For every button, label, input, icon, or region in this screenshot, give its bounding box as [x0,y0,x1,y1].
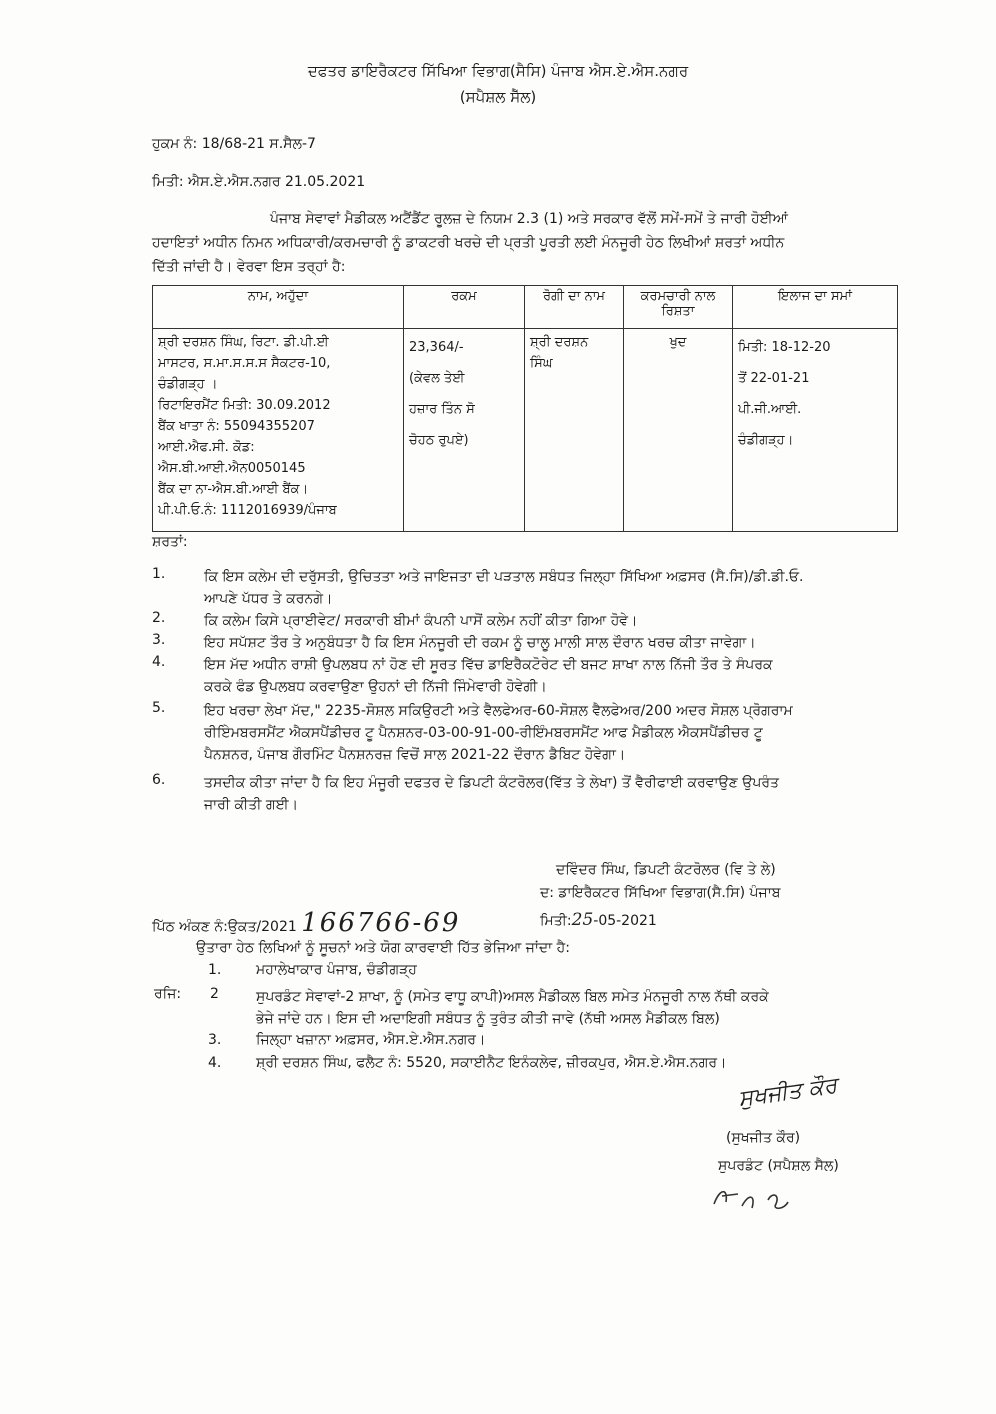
cell-patient [525,329,624,532]
cell-relation [624,329,733,532]
condition-line: ਇਸ ਮੱਦ ਅਧੀਨ ਰਾਸ਼ੀ ਉਪਲਬਧ ਨਾਂ ਹੋਣ ਦੀ ਸੂਰਤ ਵਿੱਚ ਡਾਇਰੈਕਟੋਰੇਟ ਦੀ ਬਜਟ ਸ਼ਾਖਾ ਨਾਲ ਨਿੱਜੀ ਤੌਰ ਤੇ ਸੰਪਰਕ [204,657,773,673]
registered-label: ਰਜਿ: [154,986,182,1002]
cell-line: ਚੋਹਠ ਰੁਪਏ) [409,433,469,448]
recipient-line: ਸੁਪਰਡੰਟ ਸੇਵਾਵਾਂ-2 ਸ਼ਾਖਾ, ਨੂੰ (ਸਮੇਤ ਵਾਧੂ ਕਾਪੀ)ਅਸਲ ਮੈਡੀਕਲ ਬਿਲ ਸਮੇਤ ਮੰਨਜੂਰੀ ਨਾਲ ਨੱਥੀ ਕਰਕੇ [256,989,769,1005]
cell-line: ਸ਼੍ਰੀ ਦਰਸ਼ਨ ਸਿੰਘ, ਰਿਟਾ. ਡੀ.ਪੀ.ਈ [158,335,329,350]
recipient-number: 1. [208,962,222,978]
condition-number: 2. [152,610,166,626]
handwritten-signature: ਸੁਖਜੀਤ ਕੌਰ [736,1073,839,1112]
endorsement-line [152,908,460,938]
col-header-name: ਨਾਮ, ਅਹੁੱਦਾ [153,286,404,329]
signatory-office: ਦ: ਡਾਇਰੈਕਟਰ ਸਿੱਖਿਆ ਵਿਭਾਗ(ਸੈ.ਸਿ) ਪੰਜਾਬ [540,885,781,901]
cell-line: ਚੰਡੀਗੜ੍ਹ। [738,433,794,448]
col-header-amount: ਰਕਮ [404,286,525,329]
recipient-number: 3. [208,1032,222,1048]
date-label: ਮਿਤੀ: [540,913,572,929]
date-rest: -05-2021 [593,913,657,929]
condition-line: ਰੀਏਿਮਬਰਸਮੈਂਟ ਐਕਸਪੈਂਡੀਚਰ ਟੂ ਪੈਨਸ਼ਨਰ-03-00-91-00-ਰੀਇੰਮਬਰਸਮੈਂਟ ਆਫ ਮੈਡੀਕਲ ਐਕਸਪੈਂਡੀਚਰ ਟੂ [204,725,763,741]
cell-line: (ਕੇਵਲ ਤੇਈ [409,371,465,386]
recipient-line: ਮਹਾਲੇਖਾਕਾਰ ਪੰਜਾਬ, ਚੰਡੀਗੜ੍ਹ [256,962,417,978]
cell-line: ਪੀ.ਜੀ.ਆਈ. [738,402,802,417]
cell-line: ਪੀ.ਪੀ.ਓ.ਨੰ: 1112016939/ਪੰਜਾਬ [158,503,337,518]
condition-number: 5. [152,700,166,716]
col-header-relation: ਕਰਮਚਾਰੀ ਨਾਲ ਰਿਸ਼ਤਾ [624,286,733,329]
endorsement-label: ਪਿੱਠ ਅੰਕਣ ਨੰ:ਉਕਤ/2021 [152,919,297,935]
office-subheader: (ਸਪੈਸ਼ਲ ਸੈੱਲ) [459,88,537,106]
signatory-name: ਦਵਿੰਦਰ ਸਿੰਘ, ਡਿਪਟੀ ਕੰਟਰੋਲਰ (ਵਿ ਤੇ ਲੇ) [556,862,776,878]
cell-line: ਐਸ.ਬੀ.ਆਈ.ਐਨ0050145 [158,461,306,476]
office-header: ਦਫਤਰ ਡਾਇਰੈਕਟਰ ਸਿੱਖਿਆ ਵਿਭਾਗ(ਸੈਸਿ) ਪੰਜਾਬ ਐਸ.ਏ.ਐਸ.ਨਗਰ [307,62,689,80]
cell-line: ਆਈ.ਐਫ.ਸੀ. ਕੋਡ: [158,440,255,455]
intro-line: ਪੰਜਾਬ ਸੇਵਾਵਾਂ ਮੈਡੀਕਲ ਅਟੈਂਡੈਂਟ ਰੂਲਜ਼ ਦੇ ਨਿਯਮ 2.3 (1) ਅਤੇ ਸਰਕਾਰ ਵੱਲੋਂ ਸਮੇਂ-ਸਮੇਂ ਤੇ ਜਾਰੀ ਹੋਈਆਂ [270,211,788,227]
condition-line: ਤਸਦੀਕ ਕੀਤਾ ਜਾਂਦਾ ਹੈ ਕਿ ਇਹ ਮੰਜੂਰੀ ਦਫਤਰ ਦੇ ਡਿਪਟੀ ਕੰਟਰੋਲਰ(ਵਿੱਤ ਤੇ ਲੇਖਾ) ਤੋਂ ਵੈਰੀਫਾਈ ਕਰਵਾਉਣ ਉਪਰੰਤ [204,775,780,791]
cell-line: ਚੰਡੀਗੜ੍ਹ । [158,377,218,392]
recipient-number: 2 [210,986,219,1002]
officer-designation: ਸੁਪਰਡੰਟ (ਸਪੈਸ਼ਲ ਸੈਲ) [718,1158,839,1174]
condition-line: ਜਾਰੀ ਕੀਤੀ ਗਈ। [204,797,299,813]
table-header-row [153,286,898,329]
col-header-patient: ਰੋਗੀ ਦਾ ਨਾਮ [525,286,624,329]
recipient-line: ਸ਼੍ਰੀ ਦਰਸ਼ਨ ਸਿੰਘ, ਫਲੈਟ ਨੰ: 5520, ਸਕਾਈਨੈਟ ਇਨੰਕਲੇਵ, ਜ਼ੀਰਕਪੁਰ, ਐਸ.ਏ.ਐਸ.ਨਗਰ। [256,1055,727,1071]
cell-line: ਸ਼੍ਰੀ ਦਰਸ਼ਨ [530,335,589,350]
condition-line: ਕਿ ਇਸ ਕਲੇਮ ਦੀ ਦਰੁੱਸਤੀ, ਉਚਿਤਤਾ ਅਤੇ ਜਾਇਜਤਾ ਦੀ ਪੜਤਾਲ ਸਬੰਧਤ ਜਿਲ੍ਹਾ ਸਿੱਖਿਆ ਅਫ਼ਸਰ (ਸੈ.ਸਿ)/ਡੀ.ਡੀ.ਓ. [204,569,804,585]
cell-line: ਮਾਸਟਰ, ਸ.ਮਾ.ਸ.ਸ.ਸ ਸੈਕਟਰ-10, [158,356,331,371]
cell-line: ਤੋਂ 22-01-21 [738,371,810,386]
cell-line: ਸਿੰਘ [530,356,553,371]
cell-line: ਖੁਦ [669,335,687,350]
recipient-item [256,986,769,1030]
order-number: ਹੁਕਮ ਨੰ: 18/68-21 ਸ.ਸੈਲ-7 [152,136,316,152]
condition-line: ਇਹ ਖਰਚਾ ਲੇਖਾ ਮੱਦ," 2235-ਸੋਸ਼ਲ ਸਕਿਉਰਟੀ ਅਤੇ ਵੈਲਫੇਅਰ-60-ਸੋਸ਼ਲ ਵੈਲਫੇਅਰ/200 ਅਦਰ ਸੋਸ਼ਲ ਪ੍ਰੋਗਰਾਮ [204,703,793,719]
condition-number: 1. [152,566,166,582]
cell-line: ਬੈਂਕ ਖਾਤਾ ਨੰ: 55094355207 [158,419,315,434]
intro-line: ਦਿੱਤੀ ਜਾਂਦੀ ਹੈ। ਵੇਰਵਾ ਇਸ ਤਰ੍ਹਾਂ ਹੈ: [152,259,346,275]
condition-line: ਕਿ ਕਲੇਮ ਕਿਸੇ ਪ੍ਰਾਈਵੇਟ/ ਸਰਕਾਰੀ ਬੀਮਾਂ ਕੰਪਨੀ ਪਾਸੋਂ ਕਲੇਮ ਨਹੀਂ ਕੀਤਾ ਗਿਆ ਹੋਵੇ। [204,613,638,629]
condition-line: ਕਰਕੇ ਫੰਡ ਉਪਲਬਧ ਕਰਵਾਉਣਾ ਉਹਨਾਂ ਦੀ ਨਿੱਜੀ ਜਿੰਮੇਵਾਰੀ ਹੋਵੇਗੀ। [204,679,547,695]
date-handwritten: 25 [571,910,594,930]
intro-line: ਹਦਾਇਤਾਂ ਅਧੀਨ ਨਿਮਨ ਅਧਿਕਾਰੀ/ਕਰਮਚਾਰੀ ਨੂੰ ਡਾਕਟਰੀ ਖਰਚੇ ਦੀ ਪ੍ਰਤੀ ਪੂਰਤੀ ਲਈ ਮੰਨਜੂਰੀ ਹੇਠ ਲਿਖੀਆਂ ਸ਼ਰਤਾਂ ਅਧੀਨ [152,235,785,251]
table-row [153,329,898,532]
col-header-treatment: ਇਲਾਜ ਦਾ ਸਮਾਂ [733,286,898,329]
recipient-line: ਜਿਲ੍ਹਾ ਖਜ਼ਾਨਾ ਅਫ਼ਸਰ, ਐਸ.ਏ.ਐਸ.ਨਗਰ। [256,1032,486,1048]
endorsement-date [540,910,657,930]
cell-line: ਮਿਤੀ: 18-12-20 [738,340,831,355]
recipient-line: ਭੇਜੇ ਜਾਂਦੇ ਹਨ। ਇਸ ਦੀ ਅਦਾਇਗੀ ਸਬੰਧਤ ਨੂੰ ਤੁਰੰਤ ਕੀਤੀ ਜਾਵੇ (ਨੱਥੀ ਅਸਲ ਮੈਡੀਕਲ ਬਿਲ) [256,1011,720,1027]
cell-line: ਰਿਟਾਇਰਮੈਂਟ ਮਿਤੀ: 30.09.2012 [158,398,331,413]
intro-paragraph [152,207,902,279]
endorsement-intro: ਉਤਾਰਾ ਹੇਠ ਲਿਖਿਆਂ ਨੂੰ ਸੂਚਨਾਂ ਅਤੇ ਯੋਗ ਕਾਰਵਾਈ ਹਿੱਤ ਭੇਜਿਆ ਜਾਂਦਾ ਹੈ: [196,940,570,956]
cell-line: ਹਜ਼ਾਰ ਤਿੰਨ ਸੋ [409,402,475,417]
cell-line: ਬੈਂਕ ਦਾ ਨਾ-ਐਸ.ਬੀ.ਆਈ ਬੈਂਕ। [158,482,309,497]
condition-number: 3. [152,632,166,648]
order-date: ਮਿਤੀ: ਐਸ.ਏ.ਐਸ.ਨਗਰ 21.05.2021 [152,174,366,190]
condition-number: 4. [152,654,166,670]
conditions-label: ਸ਼ਰਤਾਂ: [152,534,188,550]
officer-name: (ਸੁਖਜੀਤ ਕੌਰ) [726,1130,801,1146]
condition-line: ਇਹ ਸਪੱਸ਼ਟ ਤੌਰ ਤੇ ਅਨੁਬੰਧਤਾ ਹੈ ਕਿ ਇਸ ਮੰਨਜੂਰੀ ਦੀ ਰਕਮ ਨੂੰ ਚਾਲੂ ਮਾਲੀ ਸਾਲ ਦੌਰਾਨ ਖਰਚ ਕੀਤਾ ਜਾਵੇਗਾ। [204,635,756,651]
cell-amount [404,329,525,532]
cell-treatment [733,329,898,532]
condition-line: ਪੈਨਸ਼ਨਰ, ਪੰਜਾਬ ਗੌਰਮਿੰਟ ਪੈਨਸ਼ਨਰਜ਼ ਵਿਚੋਂ ਸਾਲ 2021-22 ਦੌਰਾਨ ਡੈਬਿਟ ਹੋਵੇਗਾ। [204,747,626,763]
recipient-number: 4. [208,1055,222,1071]
condition-number: 6. [152,772,166,788]
cell-line: 23,364/- [409,340,464,355]
endorsement-number-handwritten: 166766-69 [301,908,461,938]
claim-table [152,285,898,532]
initials-scrawl [708,1180,798,1221]
cell-name [153,329,404,532]
condition-line: ਆਪਣੇ ਪੱਧਰ ਤੇ ਕਰਨਗੇ। [204,591,333,607]
